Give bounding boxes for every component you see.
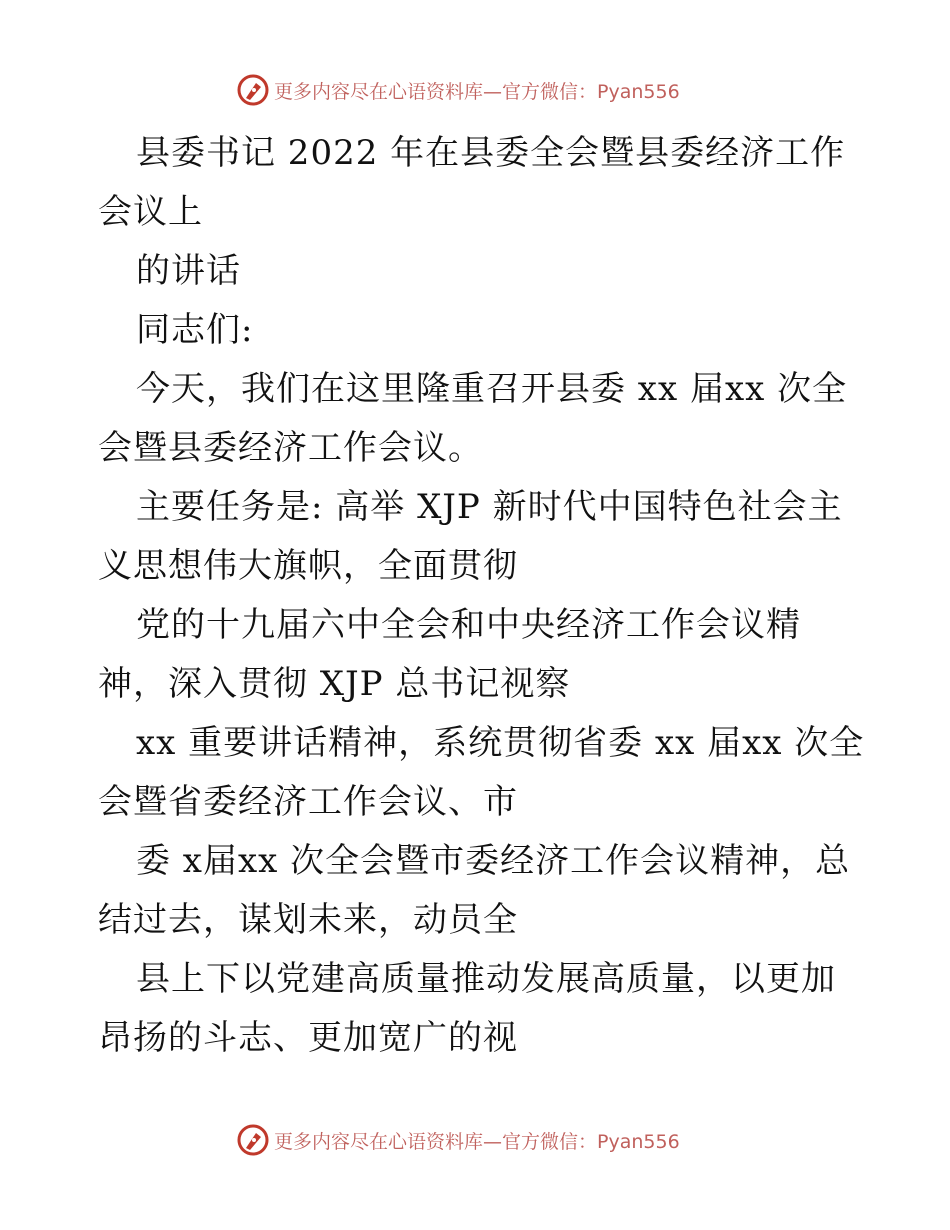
- document-title-line-1: 县委书记 2022 年在县委全会暨县委经济工作会议上: [98, 133, 846, 232]
- salutation: 同志们:: [136, 310, 254, 350]
- document-title-line-2: 的讲话: [136, 251, 241, 291]
- paragraph: 今天，我们在这里隆重召开县委 xx 届xx 次全会暨县委经济工作会议。: [98, 369, 848, 468]
- paragraph: 委 x届xx 次全会暨市委经济工作会议精神，总结过去，谋划未来，动员全: [98, 841, 851, 940]
- paragraph: 主要任务是: 高举 XJP 新时代中国特色社会主义思想伟大旗帜，全面贯彻: [98, 487, 843, 586]
- watermark-text: 更多内容尽在心语资料库—官方微信：Pyan556: [274, 80, 680, 103]
- paragraph: 县上下以党建高质量推动发展高质量，以更加昂扬的斗志、更加宽广的视: [98, 959, 836, 1058]
- watermark-text: 更多内容尽在心语资料库—官方微信：Pyan556: [274, 1130, 680, 1153]
- pen-nib-seal-icon: [236, 1123, 270, 1157]
- paragraph: 党的十九届六中全会和中央经济工作会议精神，深入贯彻 XJP 总书记视察: [98, 605, 801, 704]
- pen-nib-seal-icon: [236, 73, 270, 107]
- footer-watermark: [236, 1122, 680, 1158]
- paragraph: xx 重要讲话精神，系统贯彻省委 xx 届xx 次全会暨省委经济工作会议、市: [98, 723, 865, 822]
- document-body: [98, 124, 868, 1068]
- header-watermark: [236, 72, 680, 108]
